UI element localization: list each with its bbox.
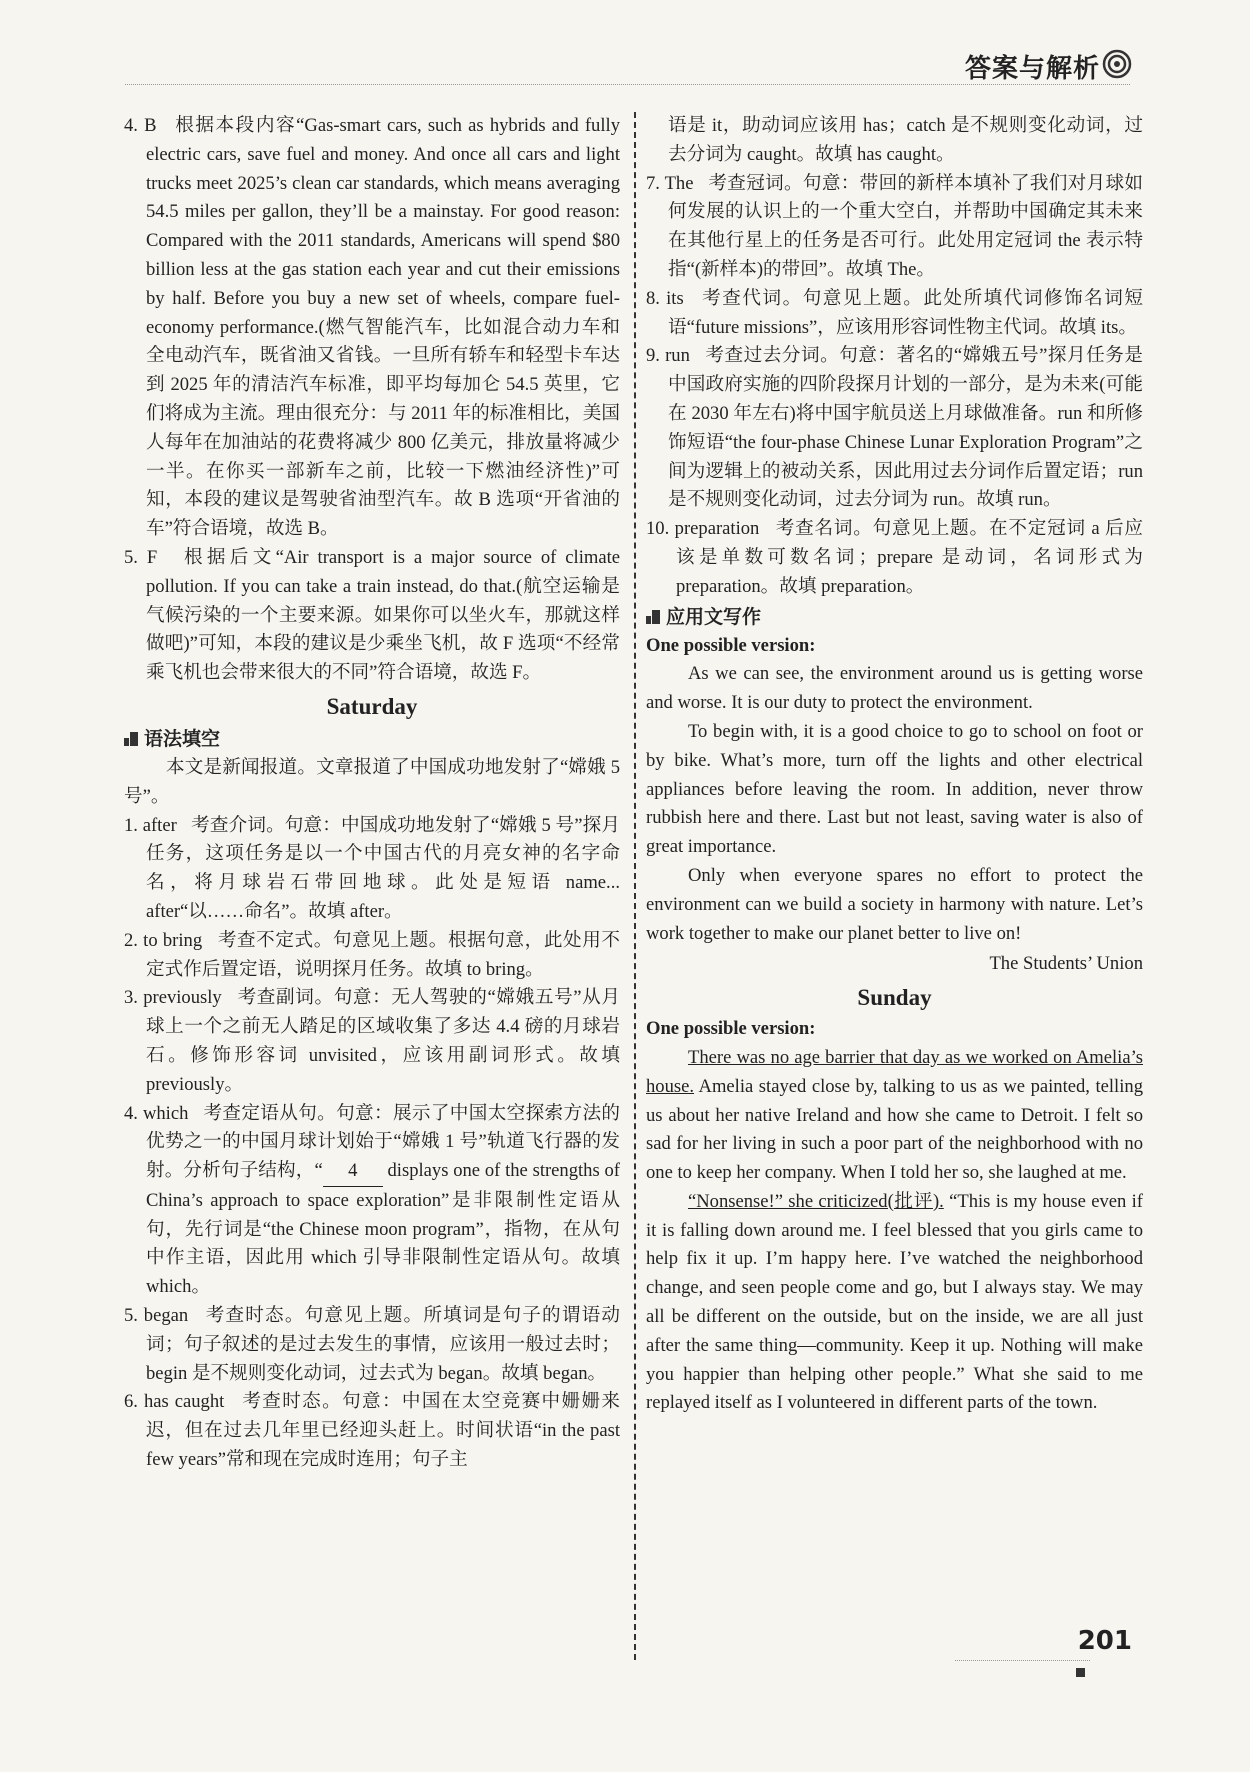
grammar-item	[124, 1388, 620, 1474]
writing-paragraph: To begin with, it is a good choice to go to school on foot or by bike. What’s more, turn off the lights and other electrical appliances before leaving the room. In addition, never throw rubbish here and there. Last but not least, saving water is also of great importance.	[646, 720, 1143, 858]
answer-text: 根据后文“Air transport is a major source of climate pollution. If you can take a train instead, do that.(航空运输是气候污染的一个主要来源。如果你可以坐火车，那就这样做吧)”可知，本段的建议是少乘坐飞机，故 F 选项“不经常乘飞机也会带来很大的不同”符合语境，故选 F。	[146, 546, 621, 684]
answer-item	[124, 112, 620, 544]
answer-number: 9. run	[646, 345, 690, 367]
answer-number: 5. F	[124, 546, 158, 568]
answer-number: 1. after	[124, 814, 177, 836]
answer-text: 考查副词。句意：无人驾驶的“嫦娥五号”从月球上一个之前无人踏足的区域收集了多达 4.4 磅的月球岩石。修饰形容词 unvisited，应该用副词形式。故填 previously。	[146, 987, 620, 1095]
answer-text: 考查定语从句。句意：展示了中国太空探索方法的优势之一的中国月球计划始于“嫦娥 1 号”轨道飞行器的发射。分析句子结构，“	[146, 1102, 620, 1182]
answer-text: displays one of the strengths of China’s approach to space exploration”是非限制性定语从句，先行词是“the Chinese moon program”，指物，在从句中作主语，因此用 which 引导非限制性定语从句。故填 which。	[146, 1160, 620, 1298]
section-heading-text: 应用文写作	[666, 605, 762, 628]
grammar-item	[124, 1100, 620, 1303]
section-heading-writing	[646, 602, 1143, 632]
answer-text: 考查名词。句意见上题。在不定冠词 a 后应该是单数可数名词；prepare 是动词，名词形式为 preparation。故填 preparation。	[676, 518, 1143, 597]
answer-number: 8. its	[646, 287, 684, 309]
writing-paragraph: As we can see, the environment around us is getting worse and worse. It is our duty to protect the environment.	[646, 663, 1143, 714]
grammar-item	[124, 812, 620, 927]
answer-text: 考查过去分词。句意：著名的“嫦娥五号”探月任务是中国政府实施的四阶段探月计划的一部分，是为未来(可能在 2030 年左右)将中国宇航员送上月球做准备。run 和所修饰短语“the four-phase Chinese Lunar Exploration Program”之间为逻辑上的被动关系，因此用过去分词作后置定语；run 是不规则变化动词，过去分词为 run。故填 run。	[668, 345, 1143, 511]
section-marker-icon	[124, 732, 138, 746]
answer-text: 考查时态。句意见上题。所填词是句子的谓语动词；句子叙述的是过去发生的事情，应该用一般过去时；begin 是不规则变化动词，过去式为 began。故填 began。	[146, 1305, 620, 1384]
underlined-sentence: There was no age barrier that day as we worked on Amelia’s house.	[646, 1046, 1143, 1097]
answer-number: 4. B	[124, 115, 157, 136]
sunday-paragraph	[646, 1044, 1143, 1188]
version-label: One possible version:	[646, 1018, 816, 1040]
header-title: 答案与解析	[964, 54, 1100, 84]
answer-number: 4. which	[124, 1102, 189, 1124]
grammar-item	[646, 285, 1143, 343]
answer-text: 考查代词。句意见上题。此处所填代词修饰名词短语“future missions”，应该用形容词性物主代词。故填 its。	[668, 287, 1143, 338]
grammar-item	[646, 342, 1143, 515]
grammar-item	[646, 170, 1143, 285]
target-icon	[1102, 49, 1132, 79]
answer-item	[124, 544, 620, 688]
paragraph-text: Amelia stayed close by, talking to us as we painted, telling us about her native Ireland and how she came to Detroit. I felt so sad for her living in such a poor part of the neighborhood with no one to keep her company. When I told her so, she laughed at me.	[646, 1075, 1143, 1184]
continuation-text: 语是 it，助动词应该用 has；catch 是不规则变化动词，过去分词为 caught。故填 has caught。	[668, 115, 1143, 165]
saturday-title: Saturday	[326, 693, 418, 719]
writing-paragraph: Only when everyone spares no effort to protect the environment can we build a society in harmony with nature. Let’s work together to make our planet better to live on!	[646, 864, 1143, 944]
answer-text: 考查介词。句意：中国成功地发射了“嫦娥 5 号”探月任务，这项任务是以一个中国古代的月亮女神的名字命名，将月球岩石带回地球。此处是短语 name... after“以……命名”。故填 after。	[146, 814, 620, 922]
grammar-intro: 本文是新闻报道。文章报道了中国成功地发射了“嫦娥 5 号”。	[124, 756, 620, 807]
footer-square	[1076, 1668, 1085, 1677]
sunday-paragraph	[646, 1188, 1143, 1418]
right-column	[646, 112, 1143, 1418]
grammar-item	[124, 927, 620, 985]
answer-text: 根据本段内容“Gas-smart cars, such as hybrids and fully electric cars, save fuel and money. And once all cars and light trucks meet 2025’s clean car standards, which means averaging 54.5 miles per gallon, they’ll be a mainstay. For good reason: Compared with the 2011 standards, Americans will spend $80 billion less at the gas station each year and cut their emissions by half. Before you buy a new set of wheels, compare fuel-economy performance.(燃气智能汽车，比如混合动力车和全电动汽车，既省油又省钱。一旦所有轿车和轻型卡车达到 2025 年的清洁汽车标准，即平均每加仑 54.5 英里，它们将成为主流。理由很充分：与 2011 年的标准相比，美国人每年在加油站的花费将减少 800 亿美元，排放量将减少一半。在你买一部新车之前，比较一下燃油经济性)”可知，本段的建议是驾驶省油型汽车。故 B 选项“开省油的车”符合语境，故选 B。	[146, 115, 620, 540]
answer-text: 考查不定式。句意见上题。根据句意，此处用不定式作后置定语，说明探月任务。故填 to bring。	[146, 929, 620, 980]
answer-number: 10. preparation	[646, 518, 760, 540]
page-header	[0, 0, 1250, 90]
answer-number: 2. to bring	[124, 929, 203, 951]
blank-number: 4	[323, 1157, 383, 1187]
paragraph-text: “This is my house even if it is falling down around me. I feel blessed that you girls came to help fix it up. I’m happy here. I’ve watched the neighborhood change, and seen people come and go, but I always stay. We may all be different on the outside, but on the inside, we are all just after the same thing—community. Keep it up. Nothing will make you happier than helping other people.” What she said to me replayed itself as I volunteered in different parts of the town.	[646, 1190, 1143, 1414]
section-heading-text: 语法填空	[144, 727, 221, 750]
answer-text: 考查冠词。句意：带回的新样本填补了我们对月球如何发展的认识上的一个重大空白，并帮助中国确定其未来在其他行星上的任务是否可行。此处用定冠词 the 表示特指“(新样本)的带回”。故填 The。	[668, 172, 1143, 280]
answer-number: 5. began	[124, 1305, 189, 1327]
underlined-sentence: “Nonsense!” she criticized(批评).	[688, 1190, 944, 1212]
column-divider	[634, 112, 636, 1660]
grammar-item	[646, 515, 1143, 601]
answer-text: 考查时态。句意：中国在太空竞赛中姗姗来迟，但在过去几年里已经迎头赶上。时间状语“in the past few years”常和现在完成时连用；句子主	[146, 1391, 620, 1471]
section-marker-icon	[646, 610, 660, 624]
sunday-title: Sunday	[857, 985, 932, 1011]
version-label: One possible version:	[646, 634, 816, 656]
page-number: 201	[1077, 1626, 1132, 1656]
grammar-item	[124, 984, 620, 1099]
section-heading-grammar	[124, 724, 620, 754]
footer-rule	[955, 1660, 1090, 1661]
answer-number: 3. previously	[124, 987, 222, 1009]
signature: The Students’ Union	[989, 953, 1143, 975]
grammar-item	[124, 1302, 620, 1388]
answer-number: 7. The	[646, 172, 694, 194]
answer-number: 6. has caught	[124, 1391, 225, 1413]
left-column	[124, 112, 620, 1475]
